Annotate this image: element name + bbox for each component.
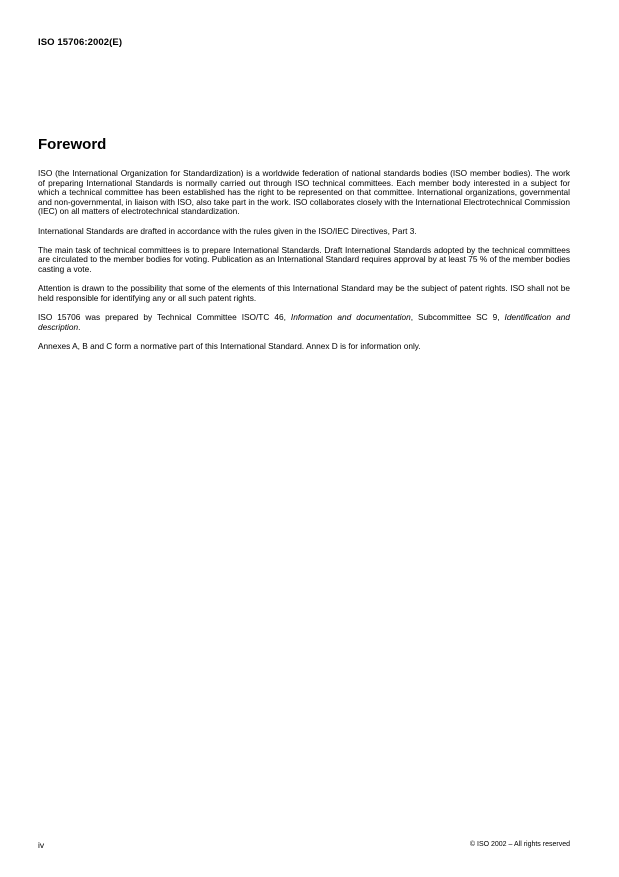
copyright-notice: © ISO 2002 – All rights reserved	[469, 841, 570, 848]
paragraph-drafting-rules: International Standards are drafted in accordance with the rules given in the ISO/IEC Directives, Part 3.	[38, 225, 417, 236]
committee-name: Information and documentation	[290, 311, 411, 322]
preparation-lead-text: ISO 15706 was prepared by Technical Committee ISO/TC 46,	[38, 311, 291, 322]
preparation-end-text: .	[78, 321, 81, 332]
paragraph-preparation	[38, 313, 570, 332]
page-title: Foreword	[38, 136, 107, 153]
paragraph-annexes: Annexes A, B and C form a normative part of this International Standard. Annex D is for information only.	[38, 340, 421, 351]
document-id-header: ISO 15706:2002(E)	[38, 37, 123, 48]
foreword-body	[38, 169, 570, 361]
paragraph-committee-task: The main task of technical committees is to prepare International Standards. Draft International Standards adopted by the technical committees are circulated to the member bodies for voting. Publication as an International Standard requires approval by at least 75 % of the member bodies casting a vote.	[38, 244, 570, 274]
subcommittee-name: Identification and description	[38, 311, 570, 332]
paragraph-iso-overview: ISO (the International Organization for Standardization) is a worldwide federation of national standards bodies (ISO member bodies). The work of preparing International Standards is normally carried out through ISO technical committees. Each member body interested in a subject for which a technical committee has been established has the right to be represented on that committee. International organizations, governmental and non-governmental, in liaison with ISO, also take part in the work. ISO collaborates closely with the International Electrotechnical Commission (IEC) on all matters of electrotechnical standardization.	[38, 168, 570, 217]
paragraph-patent-notice: Attention is drawn to the possibility that some of the elements of this International Standard may be the subject of patent rights. ISO shall not be held responsible for identifying any or all such patent rights.	[38, 283, 570, 303]
preparation-middle-text: , Subcommittee SC 9,	[410, 311, 505, 322]
page-number: iv	[38, 840, 45, 850]
